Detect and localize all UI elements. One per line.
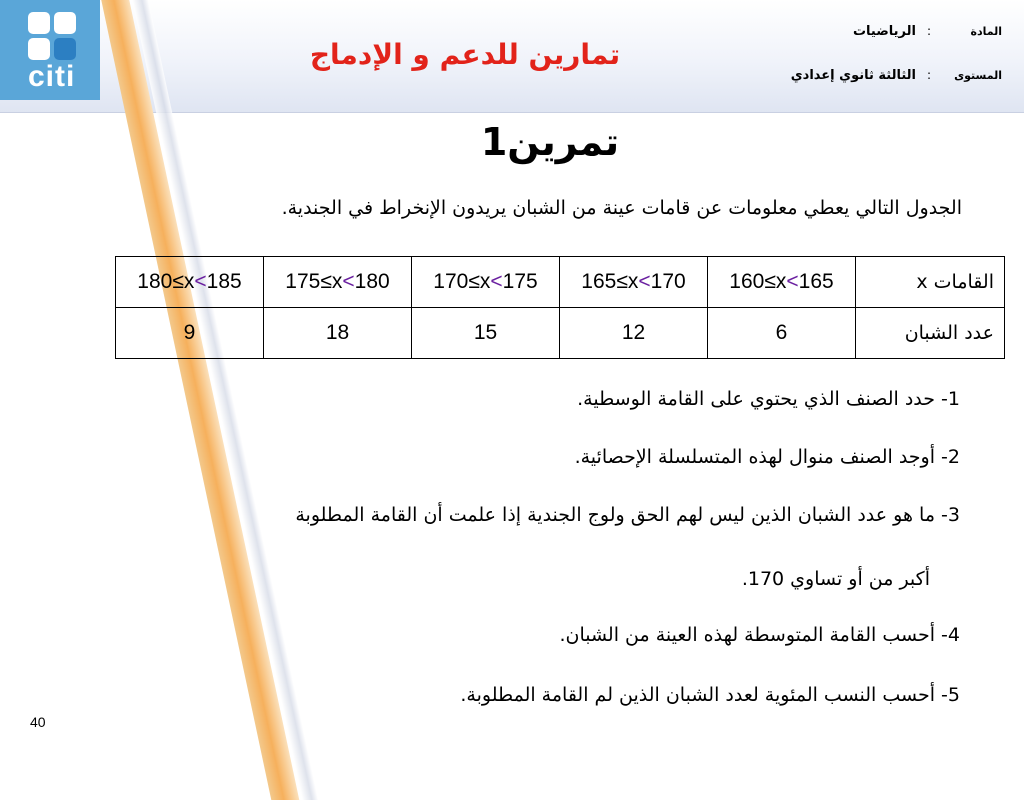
level-value: الثالثة ثانوي إعدادي bbox=[790, 68, 916, 83]
subject-label: المادة bbox=[970, 25, 1002, 38]
question-4: 4- أحسب القامة المتوسطة لهذه العينة من الشبان. bbox=[559, 624, 960, 646]
exercise-title: تمرين1 bbox=[480, 120, 620, 164]
level-colon: : bbox=[926, 68, 932, 82]
count-cell: 18 bbox=[264, 308, 412, 359]
row-label-count: عدد الشبان bbox=[856, 308, 1005, 359]
slide-number: 40 bbox=[30, 714, 46, 730]
subject-colon: : bbox=[926, 24, 932, 38]
question-3: 3- ما هو عدد الشبان الذين ليس لهم الحق ولوج الجندية إذا علمت أن القامة المطلوبة bbox=[295, 504, 960, 526]
question-5: 5- أحسب النسب المئوية لعدد الشبان الذين لم القامة المطلوبة. bbox=[460, 684, 960, 706]
count-cell: 9 bbox=[116, 308, 264, 359]
level-row bbox=[791, 68, 1002, 83]
page-title: تمارين للدعم و الإدماج bbox=[309, 38, 621, 71]
subject-value: الرياضيات bbox=[852, 24, 916, 39]
class-cell: 170≤x<175 bbox=[412, 257, 560, 308]
class-cell: 160≤x<165 bbox=[708, 257, 856, 308]
citi-squares-logo-icon bbox=[28, 12, 78, 62]
class-cell: 180≤x<185 bbox=[116, 257, 264, 308]
level-label: المستوى bbox=[954, 69, 1002, 82]
class-cell: 175≤x<180 bbox=[264, 257, 412, 308]
row-label-heights: القامات x bbox=[856, 257, 1005, 308]
count-cell: 15 bbox=[412, 308, 560, 359]
table-row bbox=[116, 257, 1005, 308]
decorative-orange-stripe bbox=[97, 0, 299, 800]
exercise-intro: الجدول التالي يعطي معلومات عن قامات عينة من الشبان يريدون الإنخراط في الجندية. bbox=[281, 197, 962, 219]
decorative-gray-stripe bbox=[128, 0, 318, 800]
count-cell: 12 bbox=[560, 308, 708, 359]
subject-row bbox=[853, 24, 1002, 39]
table-row bbox=[116, 308, 1005, 359]
logo-text: citi bbox=[28, 60, 76, 93]
citi-logo bbox=[0, 0, 100, 100]
question-2: 2- أوجد الصنف منوال لهذه المتسلسلة الإحصائية. bbox=[574, 446, 960, 468]
question-1: 1- حدد الصنف الذي يحتوي على القامة الوسطية. bbox=[577, 388, 960, 410]
count-cell: 6 bbox=[708, 308, 856, 359]
question-3-continuation: أكبر من أو تساوي 170. bbox=[741, 568, 930, 590]
class-cell: 165≤x<170 bbox=[560, 257, 708, 308]
heights-table bbox=[115, 256, 1005, 359]
